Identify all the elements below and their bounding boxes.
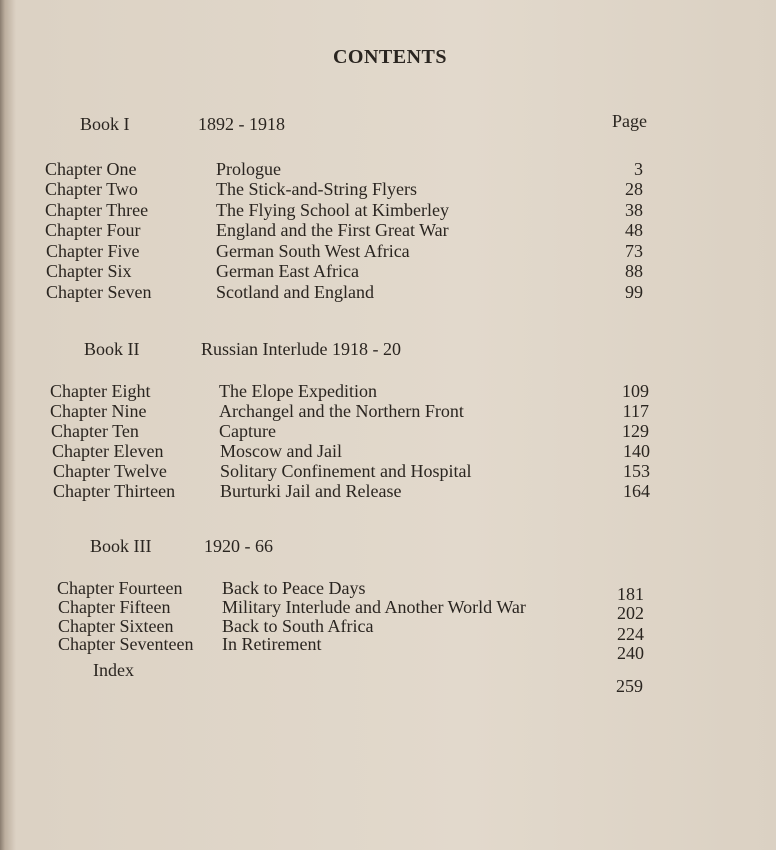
index-label: Index: [93, 660, 134, 680]
book-range: 1920 - 66: [204, 536, 273, 556]
toc-row: [58, 597, 658, 623]
book-heading-3: [0, 536, 776, 560]
chapter-title: In Retirement: [222, 634, 322, 654]
toc-row: [45, 159, 645, 179]
page-column-header: Page: [612, 111, 647, 131]
book-range: Russian Interlude 1918 - 20: [201, 339, 401, 359]
chapter-page: 48: [625, 220, 643, 240]
toc-row: [45, 179, 645, 199]
toc-row: [45, 200, 645, 220]
chapter-title: Back to Peace Days: [222, 578, 366, 598]
chapter-page: 38: [625, 200, 643, 220]
toc-row: [45, 220, 645, 240]
chapter-number: Chapter Nine: [50, 401, 147, 421]
chapter-number: Chapter Five: [46, 241, 140, 261]
chapter-title: Military Interlude and Another World War: [222, 597, 526, 617]
chapter-number: Chapter Seven: [46, 282, 152, 302]
chapter-page: 181: [617, 584, 644, 604]
chapter-page: 109: [622, 381, 649, 401]
book-label: Book III: [90, 536, 152, 556]
chapter-title: Scotland and England: [216, 282, 374, 302]
chapter-title: Back to South Africa: [222, 616, 374, 636]
chapter-title: The Flying School at Kimberley: [216, 200, 449, 220]
chapter-number: Chapter Eleven: [52, 441, 164, 461]
page-title: CONTENTS: [332, 46, 448, 68]
chapter-number: Chapter Eight: [50, 381, 151, 401]
chapter-title: The Stick-and-String Flyers: [216, 179, 417, 199]
toc-row: [53, 461, 653, 481]
chapter-page: 28: [625, 179, 643, 199]
chapter-number: Chapter Four: [45, 220, 141, 240]
toc-row: [57, 578, 657, 604]
toc-row: [51, 421, 651, 441]
chapter-page: 117: [622, 401, 649, 421]
chapter-page: 129: [622, 421, 649, 441]
chapter-number: Chapter Three: [45, 200, 149, 220]
chapter-number: Chapter Twelve: [53, 461, 167, 481]
chapter-title: England and the First Great War: [216, 220, 449, 240]
chapter-number: Chapter One: [45, 159, 137, 179]
chapter-page: 99: [625, 282, 643, 302]
chapter-page: 3: [634, 159, 643, 179]
chapter-page: 240: [617, 643, 644, 663]
book-label: Book II: [84, 339, 140, 359]
chapter-page: 140: [623, 441, 650, 461]
chapter-title: The Elope Expedition: [219, 381, 377, 401]
chapter-title: Prologue: [216, 159, 281, 179]
chapter-page: 88: [625, 261, 643, 281]
chapter-page: 73: [625, 241, 643, 261]
toc-row: [46, 282, 646, 302]
chapter-number: Chapter Sixteen: [58, 616, 174, 636]
chapter-title: Capture: [219, 421, 276, 441]
book-range: 1892 - 1918: [198, 114, 285, 134]
toc-row: [50, 381, 650, 401]
book-heading-1: [0, 114, 776, 138]
book-label: Book I: [80, 114, 130, 134]
chapter-title: German South West Africa: [216, 241, 410, 261]
chapter-page: 164: [623, 481, 650, 501]
chapter-title: Solitary Confinement and Hospital: [220, 461, 472, 481]
chapter-page: 153: [623, 461, 650, 481]
chapter-title: Burturki Jail and Release: [220, 481, 402, 501]
toc-row: [46, 261, 646, 281]
chapter-number: Chapter Six: [46, 261, 132, 281]
book-heading-2: [0, 339, 776, 363]
toc-row: [50, 401, 650, 421]
toc-row: [53, 481, 653, 501]
chapter-number: Chapter Two: [45, 179, 138, 199]
chapter-page: 202: [617, 603, 644, 623]
chapter-number: Chapter Seventeen: [58, 634, 194, 654]
chapter-number: Chapter Ten: [51, 421, 139, 441]
toc-row: [46, 241, 646, 261]
chapter-number: Chapter Fifteen: [58, 597, 171, 617]
chapter-title: German East Africa: [216, 261, 359, 281]
chapter-number: Chapter Fourteen: [57, 578, 183, 598]
chapter-number: Chapter Thirteen: [53, 481, 176, 501]
toc-row: [52, 441, 652, 461]
index-page: 259: [616, 676, 643, 696]
chapter-title: Moscow and Jail: [220, 441, 342, 461]
chapter-title: Archangel and the Northern Front: [219, 401, 464, 421]
chapter-page: 224: [617, 624, 644, 644]
toc-row: [58, 634, 658, 663]
